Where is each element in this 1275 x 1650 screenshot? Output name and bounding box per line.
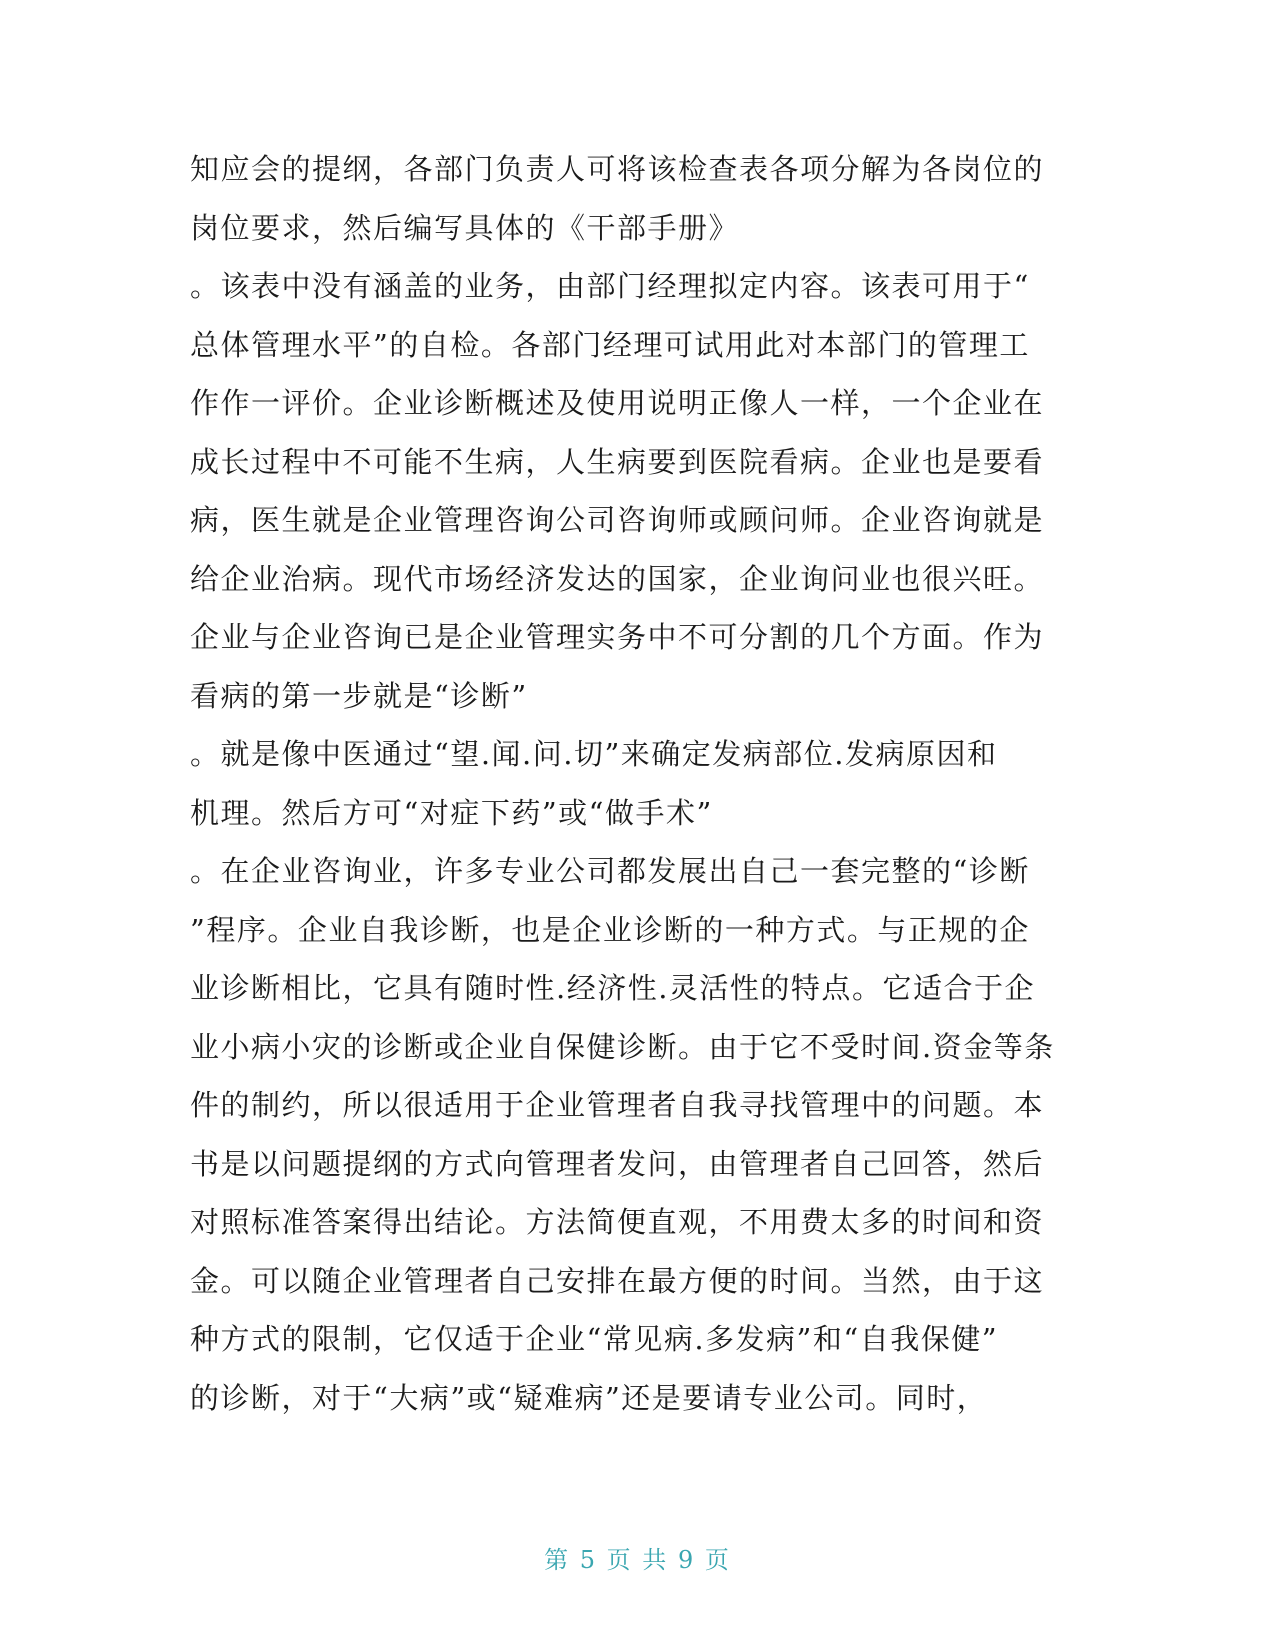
text-line: 业诊断相比，它具有随时性.经济性.灵活性的特点。它适合于企 <box>190 971 1035 1005</box>
text-line: 机理。然后方可“对症下药”或“做手术” <box>190 795 713 830</box>
text-line: 。就是像中医通过“望.闻.问.切”来确定发病部位.发病原因和 <box>190 737 998 771</box>
text-line: 。该表中没有涵盖的业务，由部门经理拟定内容。该表可用于“ <box>190 269 1030 303</box>
text-line: 的诊断，对于“大病”或“疑难病”还是要请专业公司。同时， <box>190 1380 988 1415</box>
text-line: 对照标准答案得出结论。方法简便直观，不用费太多的时间和资 <box>190 1205 1045 1239</box>
text-line: 书是以问题提纲的方式向管理者发问，由管理者自己回答，然后 <box>190 1146 1045 1181</box>
text-line: 企业与企业咨询已是企业管理实务中不可分割的几个方面。作为 <box>190 620 1045 654</box>
text-line: 业小病小灾的诊断或企业自保健诊断。由于它不受时间.资金等条 <box>190 1029 1055 1064</box>
text-line: ”程序。企业自我诊断，也是企业诊断的一种方式。与正规的企 <box>190 912 1030 947</box>
text-line: 给企业治病。现代市场经济发达的国家，企业询问业也很兴旺。 <box>190 561 1045 596</box>
text-line: 种方式的限制，它仅适于企业“常见病.多发病”和“自我保健” <box>190 1322 999 1356</box>
text-line: 成长过程中不可能不生病，人生病要到医院看病。企业也是要看 <box>190 444 1045 479</box>
text-line: 金。可以随企业管理者自己安排在最方便的时间。当然，由于这 <box>190 1263 1045 1298</box>
text-line: 知应会的提纲，各部门负责人可将该检查表各项分解为各岗位的 <box>190 152 1045 186</box>
text-line: 岗位要求，然后编写具体的《干部手册》 <box>190 210 740 245</box>
text-line: 病，医生就是企业管理咨询公司咨询师或顾问师。企业咨询就是 <box>190 503 1045 537</box>
document-body <box>190 140 1090 1427</box>
text-line: 。在企业咨询业，许多专业公司都发展出自己一套完整的“诊断 <box>190 854 1030 888</box>
text-line: 件的制约，所以很适用于企业管理者自我寻找管理中的问题。本 <box>190 1088 1045 1122</box>
text-line: 看病的第一步就是“诊断” <box>190 678 528 713</box>
text-line: 作作一评价。企业诊断概述及使用说明正像人一样，一个企业在 <box>190 386 1045 420</box>
text-line: 总体管理水平”的自检。各部门经理可试用此对本部门的管理工 <box>190 327 1030 362</box>
page-number-footer: 第 5 页 共 9 页 <box>544 1546 731 1574</box>
